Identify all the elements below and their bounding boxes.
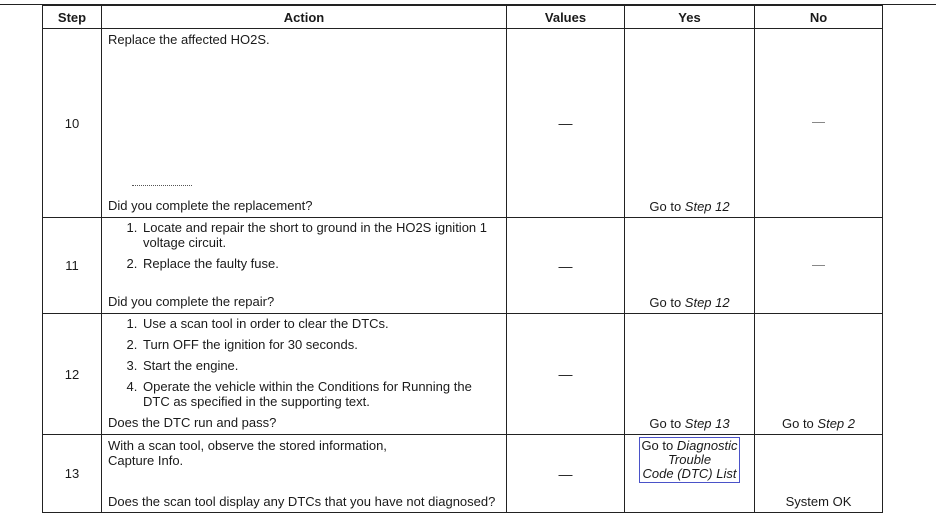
action-steps-list (108, 220, 500, 271)
yes-cell (625, 435, 755, 513)
step-number: 12 (43, 314, 102, 435)
action-text: Replace the affected HO2S. (108, 32, 270, 47)
yes-cell (625, 314, 755, 435)
yes-cell (625, 29, 755, 218)
yes-prefix: Go to (649, 199, 685, 214)
yes-step-link[interactable]: Step 13 (684, 416, 730, 431)
list-item: 4. Operate the vehicle within the Conditions for Running the DTC as specified in the supporting text. (141, 379, 500, 409)
yes-prefix: Go to (641, 438, 677, 453)
header-no: No (755, 6, 883, 29)
header-yes: Yes (625, 6, 755, 29)
values-cell: — (507, 218, 625, 314)
yes-cell (625, 218, 755, 314)
no-cell: — (755, 29, 883, 218)
action-question: Did you complete the repair? (108, 294, 275, 309)
yes-step-link[interactable]: Step 12 (684, 199, 730, 214)
dtc-list-link[interactable] (639, 437, 739, 483)
table-row (43, 435, 883, 513)
yes-step-link[interactable]: Step 12 (684, 295, 730, 310)
list-item: 2. Turn OFF the ignition for 30 seconds. (141, 337, 500, 352)
no-cell: — (755, 218, 883, 314)
step-number: 13 (43, 435, 102, 513)
yes-prefix: Go to (649, 295, 685, 310)
diagnostic-procedure-table (42, 5, 883, 513)
header-row (43, 6, 883, 29)
no-cell: System OK (755, 435, 883, 513)
table-row (43, 218, 883, 314)
yes-prefix: Go to (649, 416, 685, 431)
header-action: Action (102, 6, 507, 29)
action-text-line: Capture Info. (108, 453, 184, 468)
values-cell: — (507, 435, 625, 513)
step-number: 10 (43, 29, 102, 218)
action-cell (102, 435, 507, 513)
header-step: Step (43, 6, 102, 29)
action-cell (102, 314, 507, 435)
action-cell (102, 218, 507, 314)
values-cell: — (507, 314, 625, 435)
list-item: 2. Replace the faulty fuse. (141, 256, 500, 271)
table-row (43, 29, 883, 218)
values-cell: — (507, 29, 625, 218)
header-values: Values (507, 6, 625, 29)
action-question: Did you complete the replacement? (108, 198, 313, 213)
list-item: 1. Use a scan tool in order to clear the DTCs. (141, 316, 500, 331)
link-text: Diagnostic (676, 438, 738, 453)
no-cell (755, 314, 883, 435)
no-prefix: Go to (781, 416, 818, 431)
action-question: Does the DTC run and pass? (108, 415, 277, 430)
link-text: Code (DTC) List (642, 466, 737, 481)
action-cell (102, 29, 507, 218)
no-step-link[interactable]: Step 2 (817, 416, 855, 431)
link-text: Trouble (667, 452, 712, 467)
action-question: Does the scan tool display any DTCs that you have not diagnosed? (108, 494, 496, 509)
list-item: 3. Start the engine. (141, 358, 500, 373)
cropped-text-fragment (132, 185, 192, 190)
table-row (43, 314, 883, 435)
action-text-line: With a scan tool, observe the stored information, (108, 438, 387, 453)
list-item: 1. Locate and repair the short to ground in the HO2S ignition 1 voltage circuit. (141, 220, 500, 250)
step-number: 11 (43, 218, 102, 314)
action-steps-list (108, 316, 500, 409)
